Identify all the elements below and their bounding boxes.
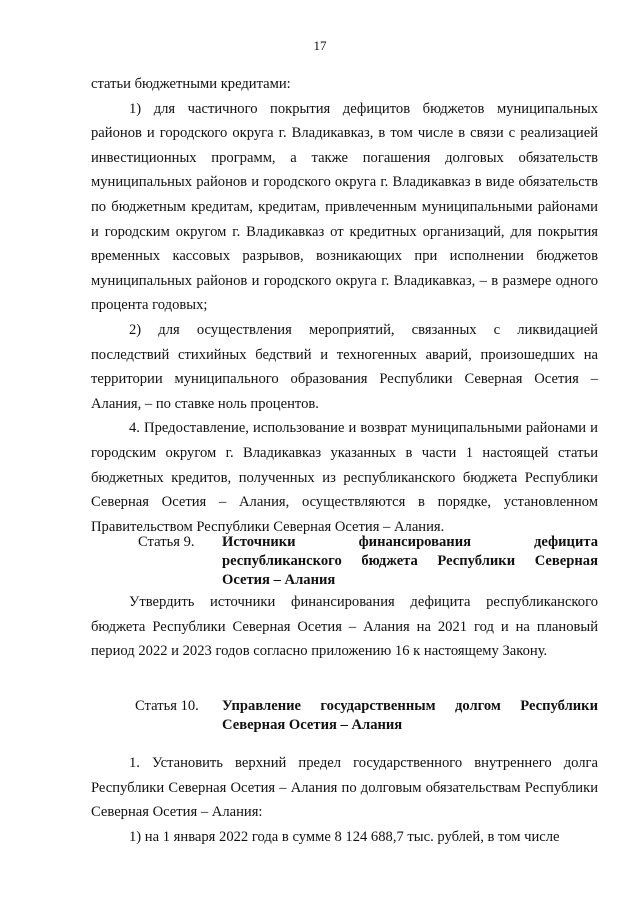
page-number: 17	[313, 38, 327, 53]
article-10-item-1: 1) на 1 января 2022 года в сумме 8 124 688,7 тыс. рублей, в том числе	[129, 828, 560, 845]
article-10-heading: Управление государственным долгом Республики Северная Осетия – Алания	[222, 698, 598, 733]
article-9-heading: Источники финансирования дефицита республиканского бюджета Республики Северная Осетия – Алания	[222, 534, 598, 588]
article-10-body	[91, 751, 598, 849]
paragraph-point-4: 4. Предоставление, использование и возврат муниципальными районами и городским округом г. Владикавказ указанных в части 1 настоящей статьи бюджетных кредитов, полученных из республиканского бюджета Республики Северная Осетия – Алания, осуществляются в порядке, установленном Правительством Республики Северная Осетия – Алания.	[91, 420, 598, 535]
article-9-body	[91, 590, 598, 664]
article-10-label: Статья 10.	[135, 698, 199, 714]
article-10-point-1: 1. Установить верхний предел государственного внутреннего долга Республики Северная Осетия – Алания по долговым обязательствам Республики Северная Осетия – Алания:	[91, 755, 598, 821]
paragraph-item-1: 1) для частичного покрытия дефицитов бюджетов муниципальных районов и городского округа г. Владикавказ, в том числе в связи с реализацией инвестиционных программ, а также погашения долговых обязательств муниципальных районов и городского округа г. Владикавказ в виде обязательств по бюджетным кредитам, кредитам, привлеченным муниципальными районами и городским округом г. Владикавказ от кредитных организаций, для покрытия временных кассовых разрывов, возникающих при исполнении бюджетов муниципальных районов и городского округа г. Владикавказ, – в размере одного процента годовых;	[91, 100, 598, 314]
paragraph-intro: статьи бюджетными кредитами:	[91, 76, 291, 92]
paragraph-item-2: 2) для осуществления мероприятий, связанных с ликвидацией последствий стихийных бедствий и техногенных аварий, произошедших на территории муниципального образования Республики Северная Осетия – Алания, – по ставке ноль процентов.	[91, 321, 598, 412]
article-9-label: Статья 9.	[138, 534, 195, 550]
article-9-paragraph: Утвердить источники финансирования дефицита республиканского бюджета Республики Северная Осетия – Алания на 2021 год и на плановый период 2022 и 2023 годов согласно приложению 16 к настоящему Закону.	[91, 594, 598, 660]
section-credits-text	[91, 72, 598, 539]
